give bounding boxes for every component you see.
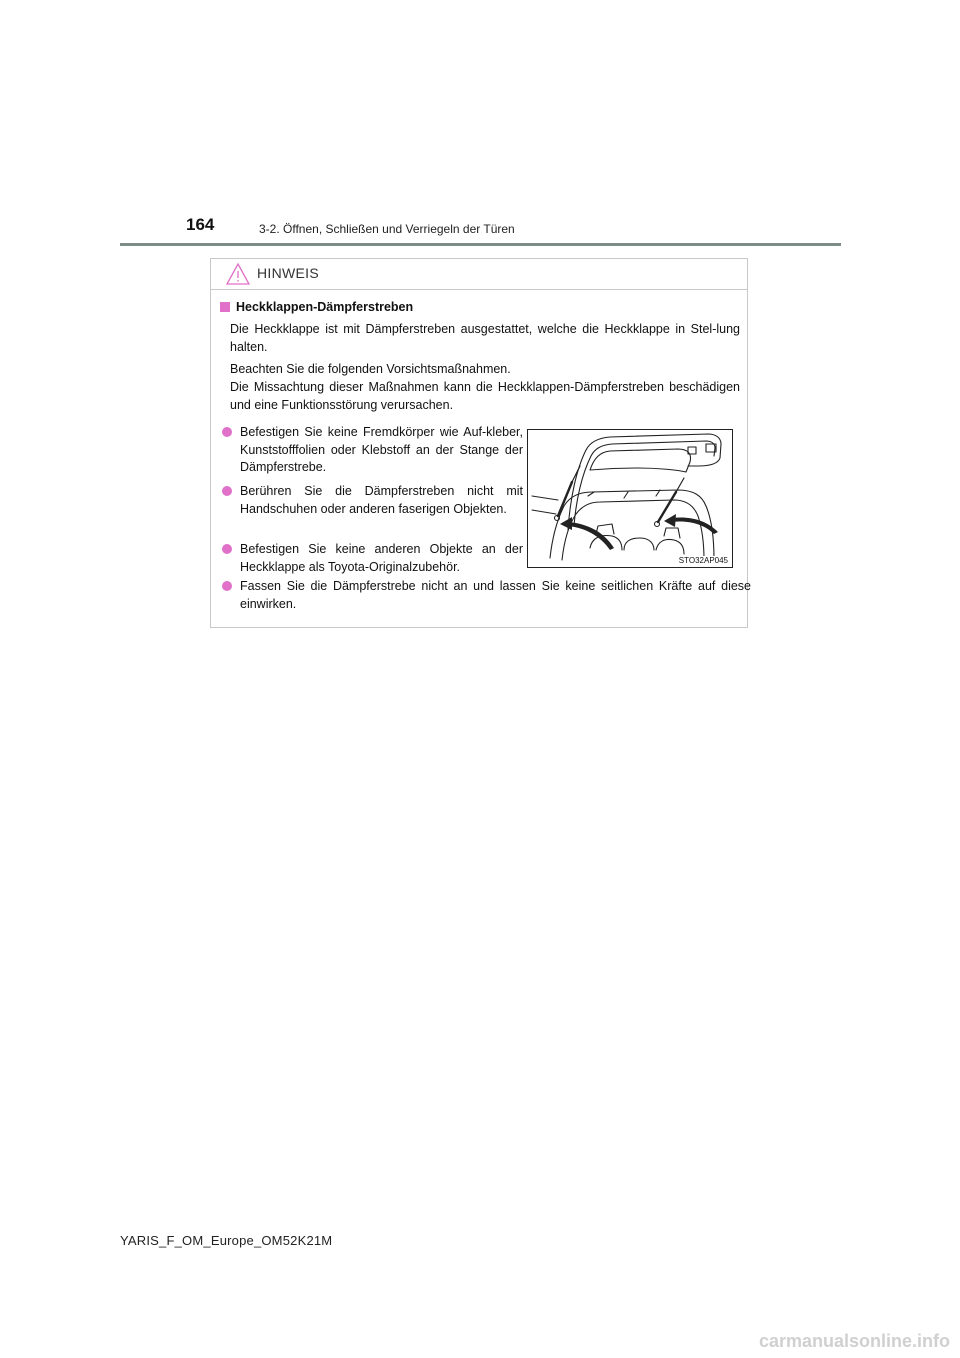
notice-header [211, 259, 747, 290]
header-rule [120, 243, 841, 246]
bullet-dot-icon [222, 427, 232, 437]
list-item-text: Befestigen Sie keine Fremdkörper wie Auf-kleber, Kunststofffolien oder Klebstoff an der Stange der Dämpferstrebe. [240, 425, 523, 474]
list-item [222, 578, 751, 613]
watermark: carmanualsonline.info [758, 1331, 950, 1351]
list-item-text: Fassen Sie die Dämpferstrebe nicht an und lassen Sie keine seitlichen Kräfte auf diese einwirken. [240, 579, 751, 611]
document-id: YARIS_F_OM_Europe_OM52K21M [120, 1233, 333, 1248]
paragraph-2-line-1: Beachten Sie die folgenden Vorsichtsmaßnahmen. [230, 362, 511, 376]
list-item-text: Befestigen Sie keine anderen Objekte an der Heckklappe als Toyota-Originalzubehör. [240, 542, 523, 574]
tailgate-strut-illustration [527, 429, 733, 568]
paragraph-1: Die Heckklappe ist mit Dämpferstreben ausgestattet, welche die Heckklappe in Stel-lung halten. [230, 322, 740, 354]
section-title: 3-2. Öffnen, Schließen und Verriegeln der Türen [259, 222, 515, 236]
bullet-dot-icon [222, 486, 232, 496]
notice-label: HINWEIS [257, 265, 319, 281]
list-item [222, 483, 523, 518]
subsection-heading [220, 300, 413, 314]
notice-box [210, 258, 751, 628]
paragraph-2-line-2: Die Missachtung dieser Maßnahmen kann die Heckklappen-Dämpferstreben beschädigen und eine Funktionsstörung verursachen. [230, 380, 740, 412]
page-number: 164 [186, 215, 215, 234]
square-bullet-icon [220, 302, 230, 312]
list-item-text: Berühren Sie die Dämpferstreben nicht mit Handschuhen oder anderen faserigen Objekten. [240, 484, 523, 516]
warning-triangle-icon [225, 262, 251, 286]
list-item [222, 424, 523, 477]
list-item [222, 541, 523, 576]
bullet-dot-icon [222, 581, 232, 591]
subsection-heading-text: Heckklappen-Dämpferstreben [236, 300, 414, 314]
bullet-dot-icon [222, 544, 232, 554]
tailgate-drawing [528, 430, 732, 567]
image-code: STO32AP045 [678, 556, 728, 565]
